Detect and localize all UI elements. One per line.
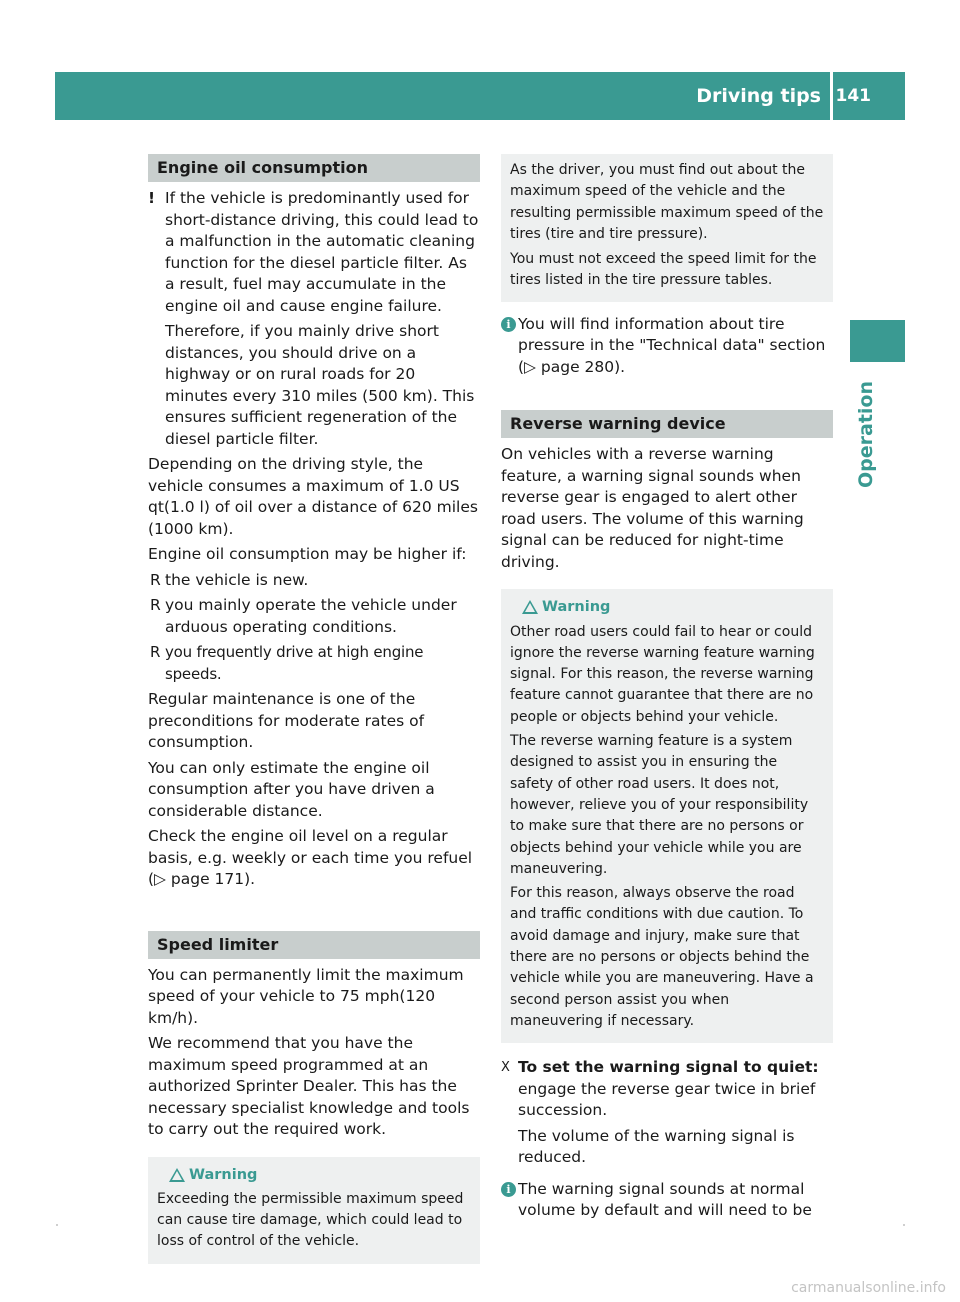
footer-mark [903,1224,905,1226]
bullet-icon: R [150,643,161,661]
list-item: R the vehicle is new. [148,570,480,592]
watermark: carmanualsonline.info [791,1280,946,1296]
page-number: 141 [835,86,871,106]
warning-text: Exceeding the permissible maximum speed can cause tire damage, which could lead to loss of control of the vehicle. [157,1190,464,1250]
warning-triangle-icon [169,1168,185,1182]
info-note: i The warning signal sounds at normal volume by default and will need to be [501,1179,833,1222]
step-title: To set the warning signal to quiet: [518,1058,819,1077]
page-reference-link[interactable]: (▷ page 171). [148,870,256,888]
body-paragraph: Check the engine oil level on a regular basis, e.g. weekly or each time you refuel (▷ page 171). [148,827,473,888]
bullet-icon: R [150,596,161,614]
side-tab-label: Operation [855,380,877,488]
box-paragraph: As the driver, you must find out about the maximum speed of the vehicle and the resulting permissible maximum speed of the tires (tire and tire pressure). [510,162,824,242]
footer-mark [56,1224,58,1226]
warning-heading: Warning [157,1165,471,1186]
right-column [501,154,833,1226]
body-paragraph: Engine oil consumption may be higher if: [148,545,467,563]
warning-heading: Warning [510,597,824,618]
bullet-icon: R [150,570,161,589]
note-paragraph: Therefore, if you mainly drive short distances, you should drive on a highway or on rural roads for 20 minutes every 310 miles (500 km). This ensures sufficient regeneration of the diesel particle filter. [165,322,475,448]
body-paragraph: You can only estimate the engine oil consumption after you have driven a considerable distance. [148,758,435,820]
warning-box [501,589,833,1043]
instruction-step: X To set the warning signal to quiet: engage the reverse gear twice in brief succession. The volume of the warning signal is reduced. [501,1057,833,1169]
section-heading-speed-limiter: Speed limiter [148,931,480,959]
section-heading-engine-oil: Engine oil consumption [148,154,480,182]
list-item: R you mainly operate the vehicle under arduous operating conditions. [150,596,457,636]
body-paragraph: We recommend that you have the maximum speed programmed at an authorized Sprinter Dealer. This has the necessary specialist knowledge and tools to carry out the required work. [148,1034,470,1138]
warning-text: For this reason, always observe the road and traffic conditions with due caution. To avoid damage and injury, make sure that there are no persons or objects behind the vehicle while you are maneuvering. Have a second person assist you when maneuvering if necessary. [510,885,814,1029]
step-arrow-icon: X [501,1060,510,1076]
box-paragraph: You must not exceed the speed limit for the tires listed in the tire pressure tables. [510,251,817,289]
body-paragraph: You can permanently limit the maximum speed of your vehicle to 75 mph(120 km/h). [148,965,464,1027]
info-note: i You will find information about tire pressure in the "Technical data" section (▷ page 280). [501,314,833,379]
header-bar [55,72,905,120]
section-heading-reverse-warning: Reverse warning device [501,410,833,438]
list-item: R you frequently drive at high engine speeds. [150,643,424,683]
info-icon: i [501,317,516,332]
note-paragraph: If the vehicle is predominantly used for short-distance driving, this could lead to a malfunction in the automatic cleaning function for the diesel particle filter. As a result, fuel may accumulate in the engine oil and cause engine failure. [165,189,479,315]
caution-icon: ! [148,189,156,207]
body-paragraph: On vehicles with a reverse warning feature, a warning signal sounds when reverse gear is engaged to alert other road users. The volume of this warning signal can be reduced for night-time driving. [501,445,804,571]
warning-triangle-icon [522,600,538,614]
continued-box [501,154,833,302]
body-paragraph: Depending on the driving style, the vehicle consumes a maximum of 1.0 US qt(1.0 l) of oil over a distance of 620 miles (1000 km). [148,455,478,538]
left-column [148,154,480,1264]
side-tab-marker [850,320,905,362]
warning-text: The reverse warning feature is a system designed to assist you in ensuring the safety of other road users. It does not, however, relieve you of your responsibility to make sure that there are no persons or objects behind your vehicle while you are maneuvering. [510,733,809,877]
note-block [148,188,480,450]
warning-box [148,1157,480,1264]
header-separator [830,72,833,120]
step-result: The volume of the warning signal is reduced. [518,1126,795,1167]
body-paragraph: Regular maintenance is one of the preconditions for moderate rates of consumption. [148,690,425,751]
warning-text: Other road users could fail to hear or could ignore the reverse warning feature warning signal. For this reason, the reverse warning feature cannot guarantee that there are no people or objects behind your vehicle. [510,623,815,725]
info-icon: i [501,1182,516,1197]
header-title: Driving tips [696,85,821,107]
